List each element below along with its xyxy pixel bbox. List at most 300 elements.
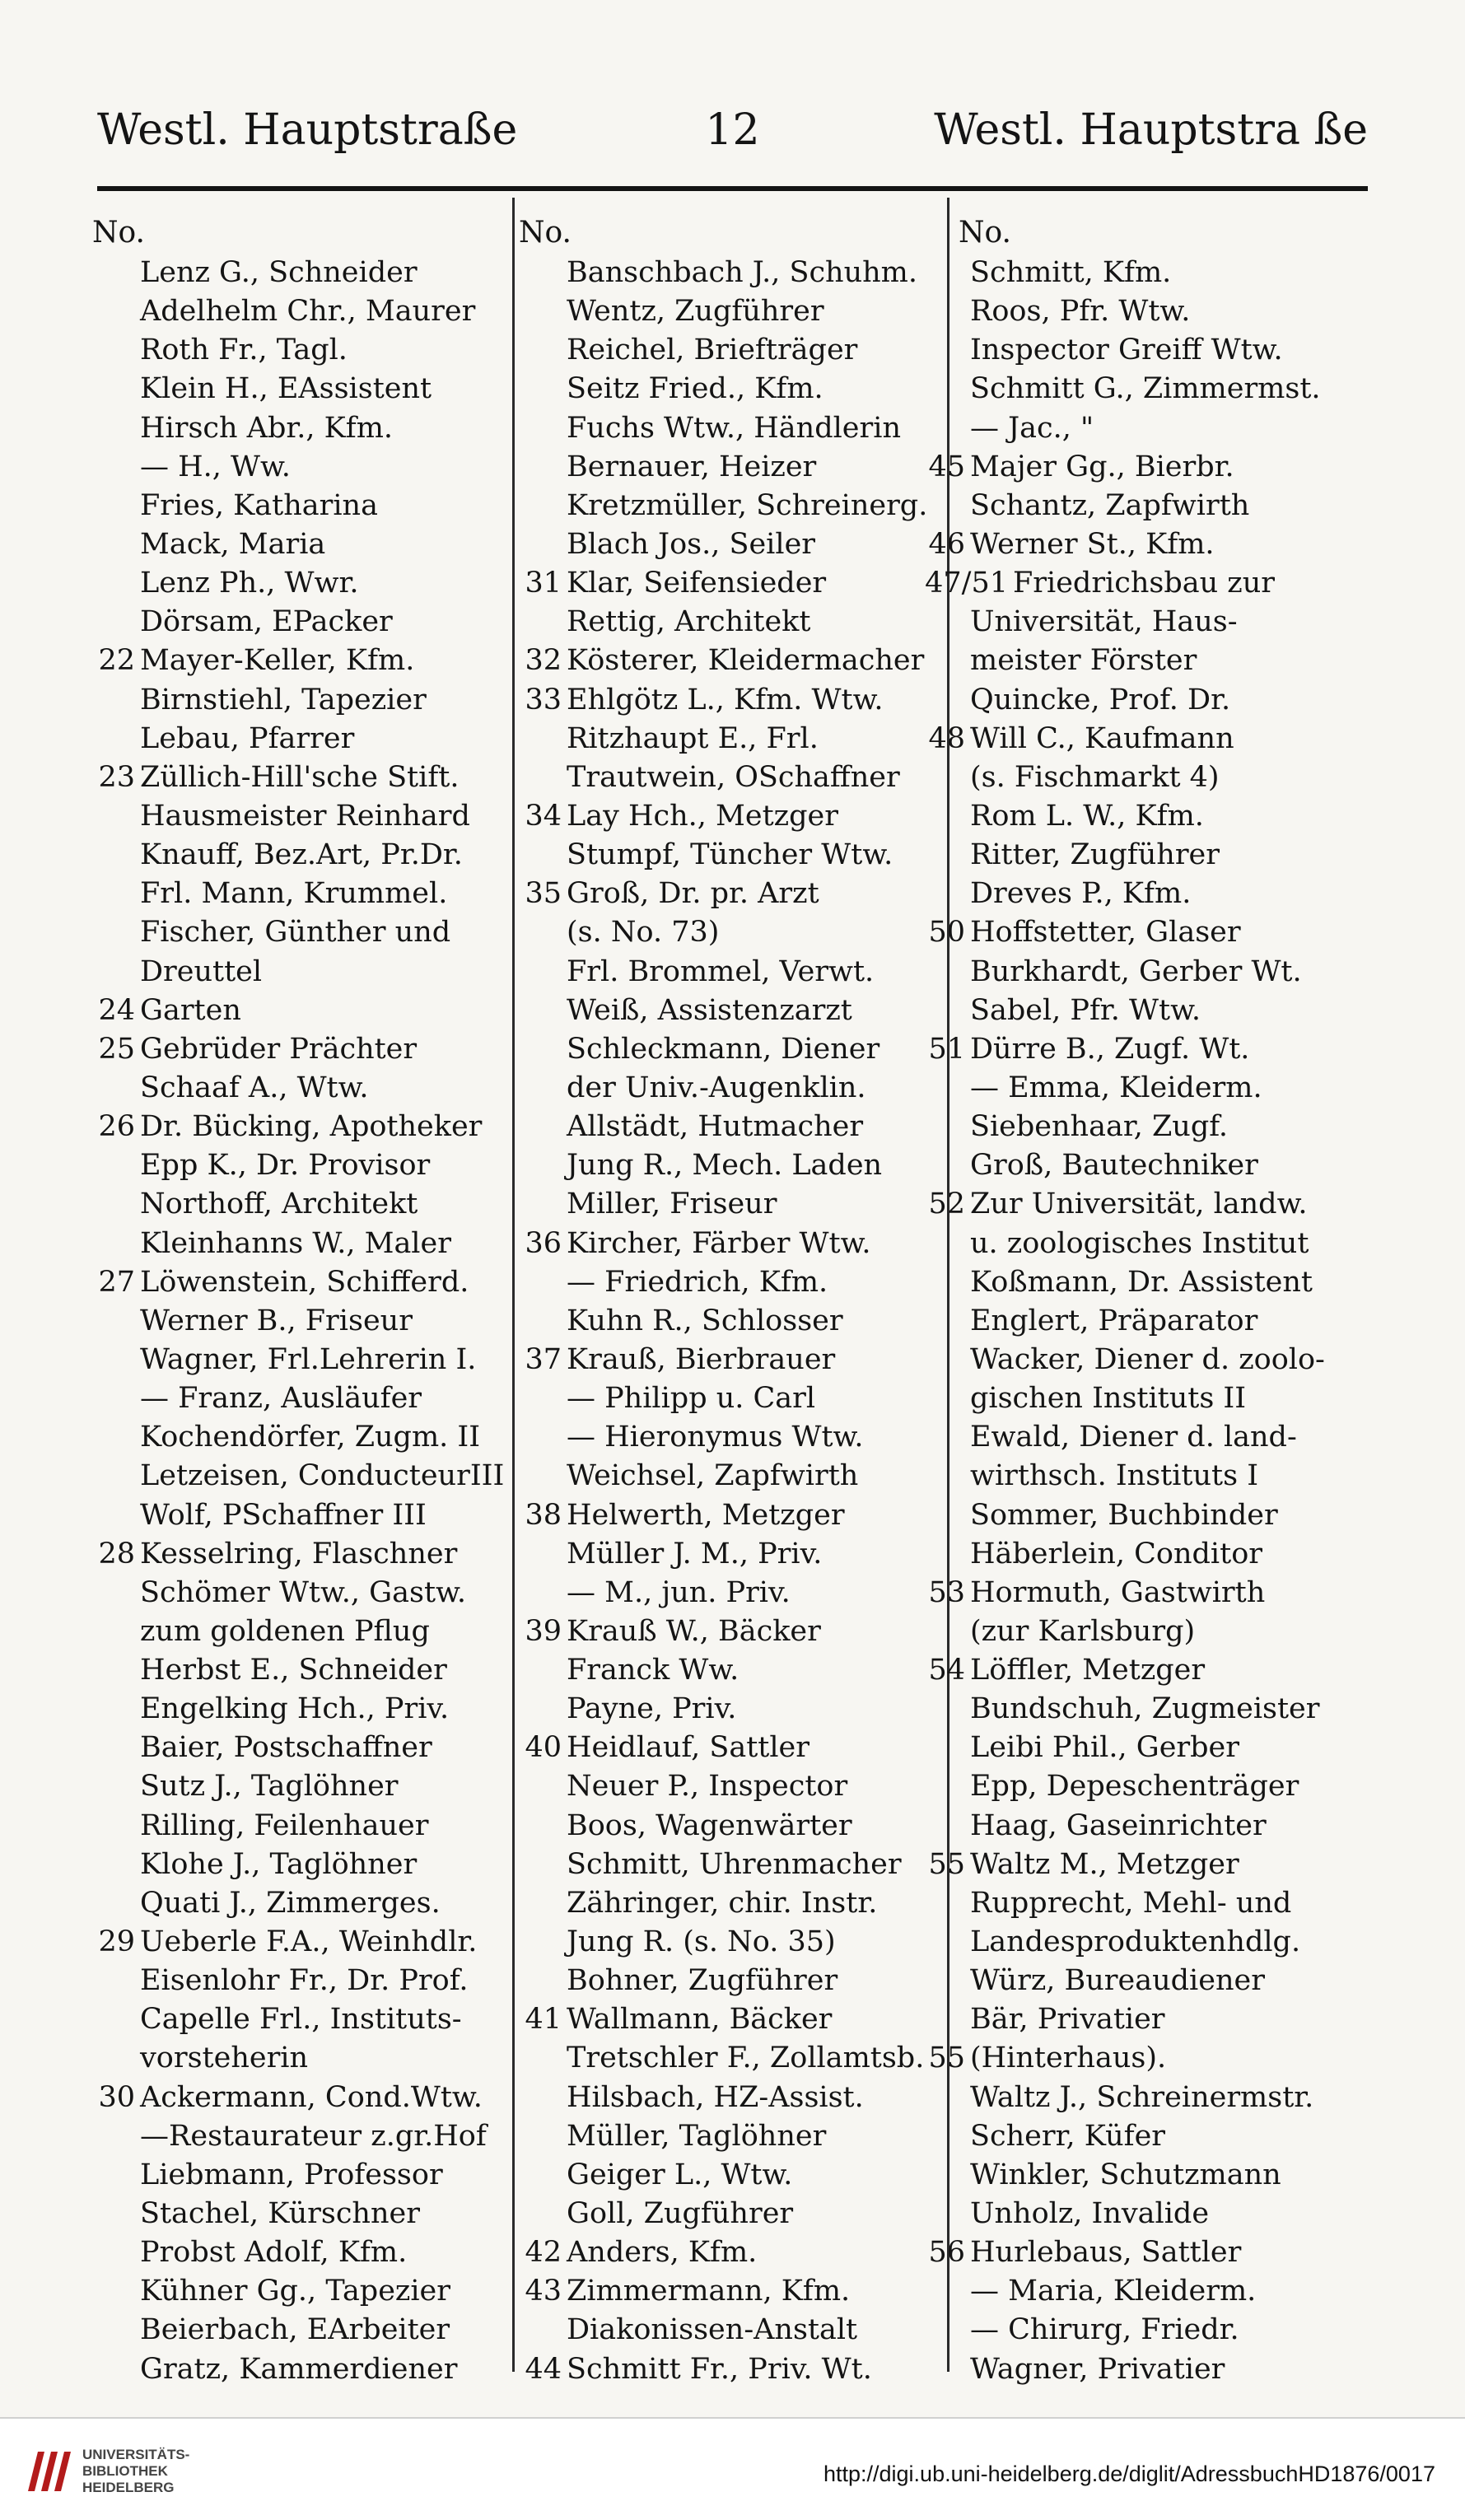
resident-entry: Wentz, Zugführer [567,295,824,329]
resident-entry: Neuer P., Inspector [567,1770,848,1804]
directory-entry [519,642,942,680]
directory-entry [922,681,1371,720]
directory-entry [92,2272,504,2311]
directory-entry [92,2311,504,2350]
house-number: 50 [928,916,965,950]
resident-entry: zum goldenen Pflug [140,1614,430,1648]
directory-entry [519,2272,942,2311]
directory-entry [92,2350,504,2389]
house-number [92,2233,135,2272]
directory-entry [92,992,504,1030]
directory-entry [922,1418,1371,1457]
resident-entry: Rettig, Architekt [567,605,811,639]
house-number [922,1069,965,1108]
resident-entry: Knauff, Bez.Art, Pr.Dr. [140,838,463,872]
house-number [92,2117,135,2156]
house-number [922,409,965,448]
house-number [519,1108,562,1146]
resident-entry: — Chirurg, Friedr. [970,2313,1239,2347]
directory-entry [92,1302,504,1341]
column-3 [922,212,1371,2389]
resident-entry: Dreuttel [140,954,263,988]
house-number: 38 [525,1498,562,1532]
house-number [922,254,965,292]
house-number: 46 [928,527,965,561]
resident-entry: — Philipp u. Carl [567,1382,816,1416]
house-number [922,1302,965,1341]
directory-entry [922,953,1371,992]
resident-entry: Hormuth, Gastwirth [970,1575,1266,1609]
directory-entry [92,2195,504,2233]
resident-entry: Bundschuh, Zugmeister [970,1692,1320,1726]
house-number [519,331,562,370]
resident-entry: Bär, Privatier [970,2003,1165,2037]
resident-entry: Bernauer, Heizer [567,450,817,483]
directory-entry [92,448,504,487]
house-number: 52 [928,1188,965,1221]
resident-entry: Klar, Seifensieder [567,567,827,600]
house-number [92,875,135,913]
house-number [92,1962,135,2000]
house-number [922,836,965,875]
resident-entry: Groß, Bautechniker [970,1149,1258,1183]
directory-entry [519,2117,942,2156]
resident-entry: Kesselring, Flaschner [140,1537,458,1570]
resident-entry: Ehlgötz L., Kfm. Wtw. [567,683,884,716]
house-number [922,2117,965,2156]
directory-entry [519,1690,942,1729]
house-number: 36 [525,1226,562,1260]
resident-entry: meister Förster [970,644,1197,678]
directory-entry [519,1729,942,1767]
directory-entry [519,1418,942,1457]
resident-entry: Rom L. W., Kfm. [970,799,1204,833]
directory-entry [519,1146,942,1185]
resident-entry: Koßmann, Dr. Assistent [970,1265,1313,1299]
directory-entry [92,1923,504,1962]
house-number [92,487,135,525]
house-number [92,564,135,603]
house-number [922,2156,965,2195]
resident-entry: Hirsch Abr., Kfm. [140,411,394,445]
house-number [922,1341,965,1379]
house-number [92,2000,135,2039]
house-number: 32 [525,644,562,678]
resident-entry: Hilsbach, HZ-Assist. [567,2080,864,2114]
resident-entry: Zähringer, chir. Instr. [567,1886,878,1920]
resident-entry: Engelking Hch., Priv. [140,1692,450,1726]
house-number: 44 [525,2352,562,2386]
directory-entry [92,1846,504,1884]
resident-entry: der Univ.-Augenklin. [567,1071,866,1104]
directory-entry [922,1069,1371,1108]
house-number [519,1807,562,1846]
resident-entry: Lebau, Pfarrer [140,721,355,755]
directory-entry [92,1612,504,1651]
directory-entry [922,448,1371,487]
directory-entry [92,2117,504,2156]
directory-entry [922,1225,1371,1263]
resident-entry: Epp, Depeschenträger [970,1770,1299,1804]
house-number [922,1884,965,1923]
directory-entry [922,1884,1371,1923]
directory-entry [922,1807,1371,1846]
resident-entry: Waltz M., Metzger [970,1847,1239,1881]
house-number [519,1457,562,1496]
house-number [922,642,965,680]
house-number [519,1846,562,1884]
house-number [922,875,965,913]
resident-entry: Ueberle F.A., Weinhdlr. [140,1925,478,1959]
directory-entry [92,1690,504,1729]
house-number [519,1651,562,1690]
resident-entry: vorsteherin [140,2042,309,2075]
directory-entry [922,1651,1371,1690]
house-number: 29 [98,1925,135,1959]
resident-entry: Ewald, Diener d. land- [970,1421,1297,1454]
directory-entry [922,992,1371,1030]
directory-entry [519,448,942,487]
directory-entry [922,797,1371,836]
house-number: 24 [98,993,135,1027]
resident-entry: Hausmeister Reinhard [140,799,470,833]
directory-entry [922,254,1371,292]
house-number [922,1690,965,1729]
column-heading: No. [92,216,145,250]
house-number [92,720,135,758]
directory-entry [92,1185,504,1224]
house-number: 47/51 [925,567,1008,600]
directory-entry [92,1341,504,1379]
resident-entry: Schantz, Zapfwirth [970,488,1250,522]
resident-entry: Kleinhanns W., Maler [140,1226,451,1260]
resident-entry: Zimmermann, Kfm. [567,2275,851,2308]
house-number [92,2311,135,2350]
directory-entry [519,1962,942,2000]
resident-entry: Winkler, Schutzmann [970,2158,1281,2191]
directory-entry [519,681,942,720]
house-number [922,1263,965,1302]
directory-entry [92,1807,504,1846]
directory-entry [519,797,942,836]
resident-entry: Anders, Kfm. [567,2236,758,2270]
resident-entry: Kuhn R., Schlosser [567,1304,843,1337]
column-heading: No. [959,216,1011,250]
resident-entry: Rupprecht, Mehl- und [970,1886,1292,1920]
resident-entry: Englert, Präparator [970,1304,1258,1337]
resident-entry: Kochendörfer, Zugm. II [140,1421,481,1454]
house-number [519,525,562,564]
house-number [922,2350,965,2389]
resident-entry: Werner B., Friseur [140,1304,413,1337]
house-number [922,1418,965,1457]
house-number [92,836,135,875]
resident-entry: Landesproduktenhdlg. [970,1925,1301,1959]
resident-entry: Garten [140,993,241,1027]
directory-entry [922,2233,1371,2272]
house-number [922,1379,965,1418]
directory-entry [92,1146,504,1185]
resident-entry: Schmitt, Uhrenmacher [567,1847,902,1881]
resident-entry: Groß, Dr. pr. Arzt [567,877,819,911]
resident-entry: Häberlein, Conditor [970,1537,1262,1570]
resident-entry: Schmitt G., Zimmermst. [970,372,1321,406]
house-number [922,603,965,642]
directory-entry [519,913,942,952]
house-number [922,2079,965,2117]
directory-entry [922,409,1371,448]
directory-entry [922,1146,1371,1185]
house-number [519,1574,562,1612]
directory-entry [92,875,504,913]
resident-entry: Epp K., Dr. Provisor [140,1149,431,1183]
house-number [92,1846,135,1884]
house-number: 48 [928,721,965,755]
resident-entry: Sutz J., Taglöhner [140,1770,399,1804]
resident-entry: —Restaurateur z.gr.Hof [140,2119,487,2153]
house-number [92,525,135,564]
directory-entry [92,409,504,448]
house-number [92,1651,135,1690]
house-number: 25 [98,1032,135,1066]
house-number [92,1496,135,1535]
page-header [97,105,1368,171]
resident-entry: Kretzmüller, Schreinerg. [567,488,928,522]
directory-entry [92,642,504,680]
house-number: 42 [525,2236,562,2270]
resident-entry: Müller, Taglöhner [567,2119,827,2153]
resident-entry: Rilling, Feilenhauer [140,1808,429,1842]
house-number [519,2156,562,2195]
resident-entry: — Jac., " [970,411,1094,445]
house-number [92,2156,135,2195]
resident-entry: Allstädt, Hutmacher [567,1110,864,1144]
directory-entry [92,1379,504,1418]
house-number [922,331,965,370]
source-url[interactable]: http://digi.ub.uni-heidelberg.de/diglit/AdressbuchHD1876/0017 [823,2462,1435,2486]
house-number [92,1457,135,1496]
directory-entry [519,2156,942,2195]
directory-entry [519,836,942,875]
house-number [922,992,965,1030]
directory-entry [519,758,942,797]
resident-entry: Gratz, Kammerdiener [140,2352,458,2386]
house-number [519,1302,562,1341]
column-1 [92,212,504,2389]
resident-entry: Weichsel, Zapfwirth [567,1459,859,1493]
directory-entry [519,2195,942,2233]
resident-entry: Gebrüder Prächter [140,1032,418,1066]
library-name-line: HEIDELBERG [82,2480,175,2495]
directory-entry [519,292,942,331]
resident-entry: Züllich-Hill'sche Stift. [140,760,460,794]
house-number [922,2195,965,2233]
directory-entry [922,525,1371,564]
resident-entry: Haag, Gaseinrichter [970,1808,1267,1842]
house-number [922,953,965,992]
resident-entry: Fischer, Günther und [140,916,451,950]
house-number [92,448,135,487]
house-number [922,1457,965,1496]
directory-entry [922,331,1371,370]
house-number [519,1535,562,1574]
resident-entry: Schmitt, Kfm. [970,256,1172,289]
directory-entry [92,1574,504,1612]
directory-entry [922,2350,1371,2389]
directory-entry [92,2000,504,2039]
directory-entry [922,1690,1371,1729]
house-number: 30 [98,2080,135,2114]
house-number [519,758,562,797]
directory-entry [92,720,504,758]
resident-entry: Dr. Bücking, Apotheker [140,1110,483,1144]
resident-entry: Mayer-Keller, Kfm. [140,644,415,678]
house-number [922,1225,965,1263]
directory-entry [519,525,942,564]
house-number [519,370,562,408]
directory-entry [922,292,1371,331]
house-number [519,1690,562,1729]
house-number: 51 [928,1032,965,1066]
directory-entry [92,953,504,992]
house-number [92,1807,135,1846]
house-number: 41 [525,2003,562,2037]
house-number [519,1185,562,1224]
resident-entry: (s. No. 73) [567,916,720,950]
house-number [922,1729,965,1767]
resident-entry: Siebenhaar, Zugf. [970,1110,1229,1144]
directory-entry [519,1341,942,1379]
resident-entry: Herbst E., Schneider [140,1654,447,1687]
directory-entry [922,642,1371,680]
resident-entry: — Emma, Kleiderm. [970,1071,1262,1104]
house-number [519,1767,562,1806]
resident-entry: Leibi Phil., Gerber [970,1731,1239,1765]
directory-entry [92,1069,504,1108]
house-number [519,1923,562,1962]
directory-entry [519,992,942,1030]
resident-entry: Miller, Friseur [567,1188,777,1221]
resident-entry: Reichel, Briefträger [567,334,858,367]
resident-entry: wirthsch. Instituts I [970,1459,1259,1493]
resident-entry: Ritter, Zugführer [970,838,1220,872]
directory-entry [519,2000,942,2039]
house-number [92,1185,135,1224]
directory-entry [92,1767,504,1806]
resident-entry: Geiger L., Wtw. [567,2158,793,2191]
resident-entry: Letzeisen, ConducteurIII [140,1459,504,1493]
directory-entry [519,1496,942,1535]
house-number [92,1767,135,1806]
resident-entry: Friedrichsbau zur [1013,567,1276,600]
house-number [519,720,562,758]
house-number [922,1807,965,1846]
resident-entry: (s. Fischmarkt 4) [970,760,1220,794]
house-number: 22 [98,644,135,678]
directory-entry [92,913,504,952]
directory-entry [519,1030,942,1069]
house-number [922,1612,965,1651]
resident-entry: Wallmann, Bäcker [567,2003,833,2037]
directory-entry [92,1962,504,2000]
resident-entry: Stachel, Kürschner [140,2197,420,2231]
directory-entry [519,1846,942,1884]
house-number [922,797,965,836]
resident-entry: Stumpf, Tüncher Wtw. [567,838,893,872]
house-number [92,953,135,992]
directory-entry [519,409,942,448]
resident-entry: — Hieronymus Wtw. [567,1421,864,1454]
resident-entry: Zur Universität, landw. [970,1188,1308,1221]
house-number [922,1146,965,1185]
resident-entry: Hoffstetter, Glaser [970,916,1241,950]
directory-entry [519,2350,942,2389]
directory-entry [922,913,1371,952]
resident-entry: Diakonissen-Anstalt [567,2313,858,2347]
resident-entry: Northoff, Architekt [140,1188,418,1221]
house-number [519,836,562,875]
resident-entry: Capelle Frl., Instituts- [140,2003,462,2037]
house-number [92,797,135,836]
house-number [92,1341,135,1379]
library-name [82,2447,189,2496]
house-number [922,292,965,331]
directory-entry [92,331,504,370]
directory-entry [922,564,1371,603]
house-number [92,409,135,448]
directory-entry [519,1069,942,1108]
house-number: 28 [98,1537,135,1570]
directory-entry [922,1535,1371,1574]
house-number [92,1225,135,1263]
house-number: 56 [928,2236,965,2270]
house-number: 43 [525,2275,562,2308]
resident-entry: Heidlauf, Sattler [567,1731,810,1765]
resident-entry: Payne, Priv. [567,1692,737,1726]
directory-entry [92,1418,504,1457]
page-number: 12 [705,105,760,155]
resident-entry: Liebmann, Professor [140,2158,443,2191]
resident-entry: Schaaf A., Wtw. [140,1071,369,1104]
resident-entry: Löffler, Metzger [970,1654,1206,1687]
directory-entry [922,370,1371,408]
directory-entry [519,1108,942,1146]
directory-entry [922,1457,1371,1496]
resident-entry: Weiß, Assistenzarzt [567,993,852,1027]
directory-entry [922,1185,1371,1224]
directory-entry [92,254,504,292]
directory-entry [519,2311,942,2350]
resident-entry: Würz, Bureaudiener [970,1964,1265,1998]
resident-entry: Sommer, Buchbinder [970,1498,1278,1532]
resident-entry: Mack, Maria [140,527,326,561]
house-number [92,1069,135,1108]
directory-entry [519,1884,942,1923]
house-number [922,1767,965,1806]
directory-entry [922,2039,1371,2078]
house-number [92,913,135,952]
directory-entry [519,953,942,992]
directory-entry [92,603,504,642]
house-number [92,681,135,720]
resident-entry: Quincke, Prof. Dr. [970,683,1231,716]
house-number [92,1884,135,1923]
house-number [519,953,562,992]
resident-entry: Wagner, Privatier [970,2352,1225,2386]
directory-entry [519,370,942,408]
directory-entry [519,1379,942,1418]
directory-entry [92,2079,504,2117]
